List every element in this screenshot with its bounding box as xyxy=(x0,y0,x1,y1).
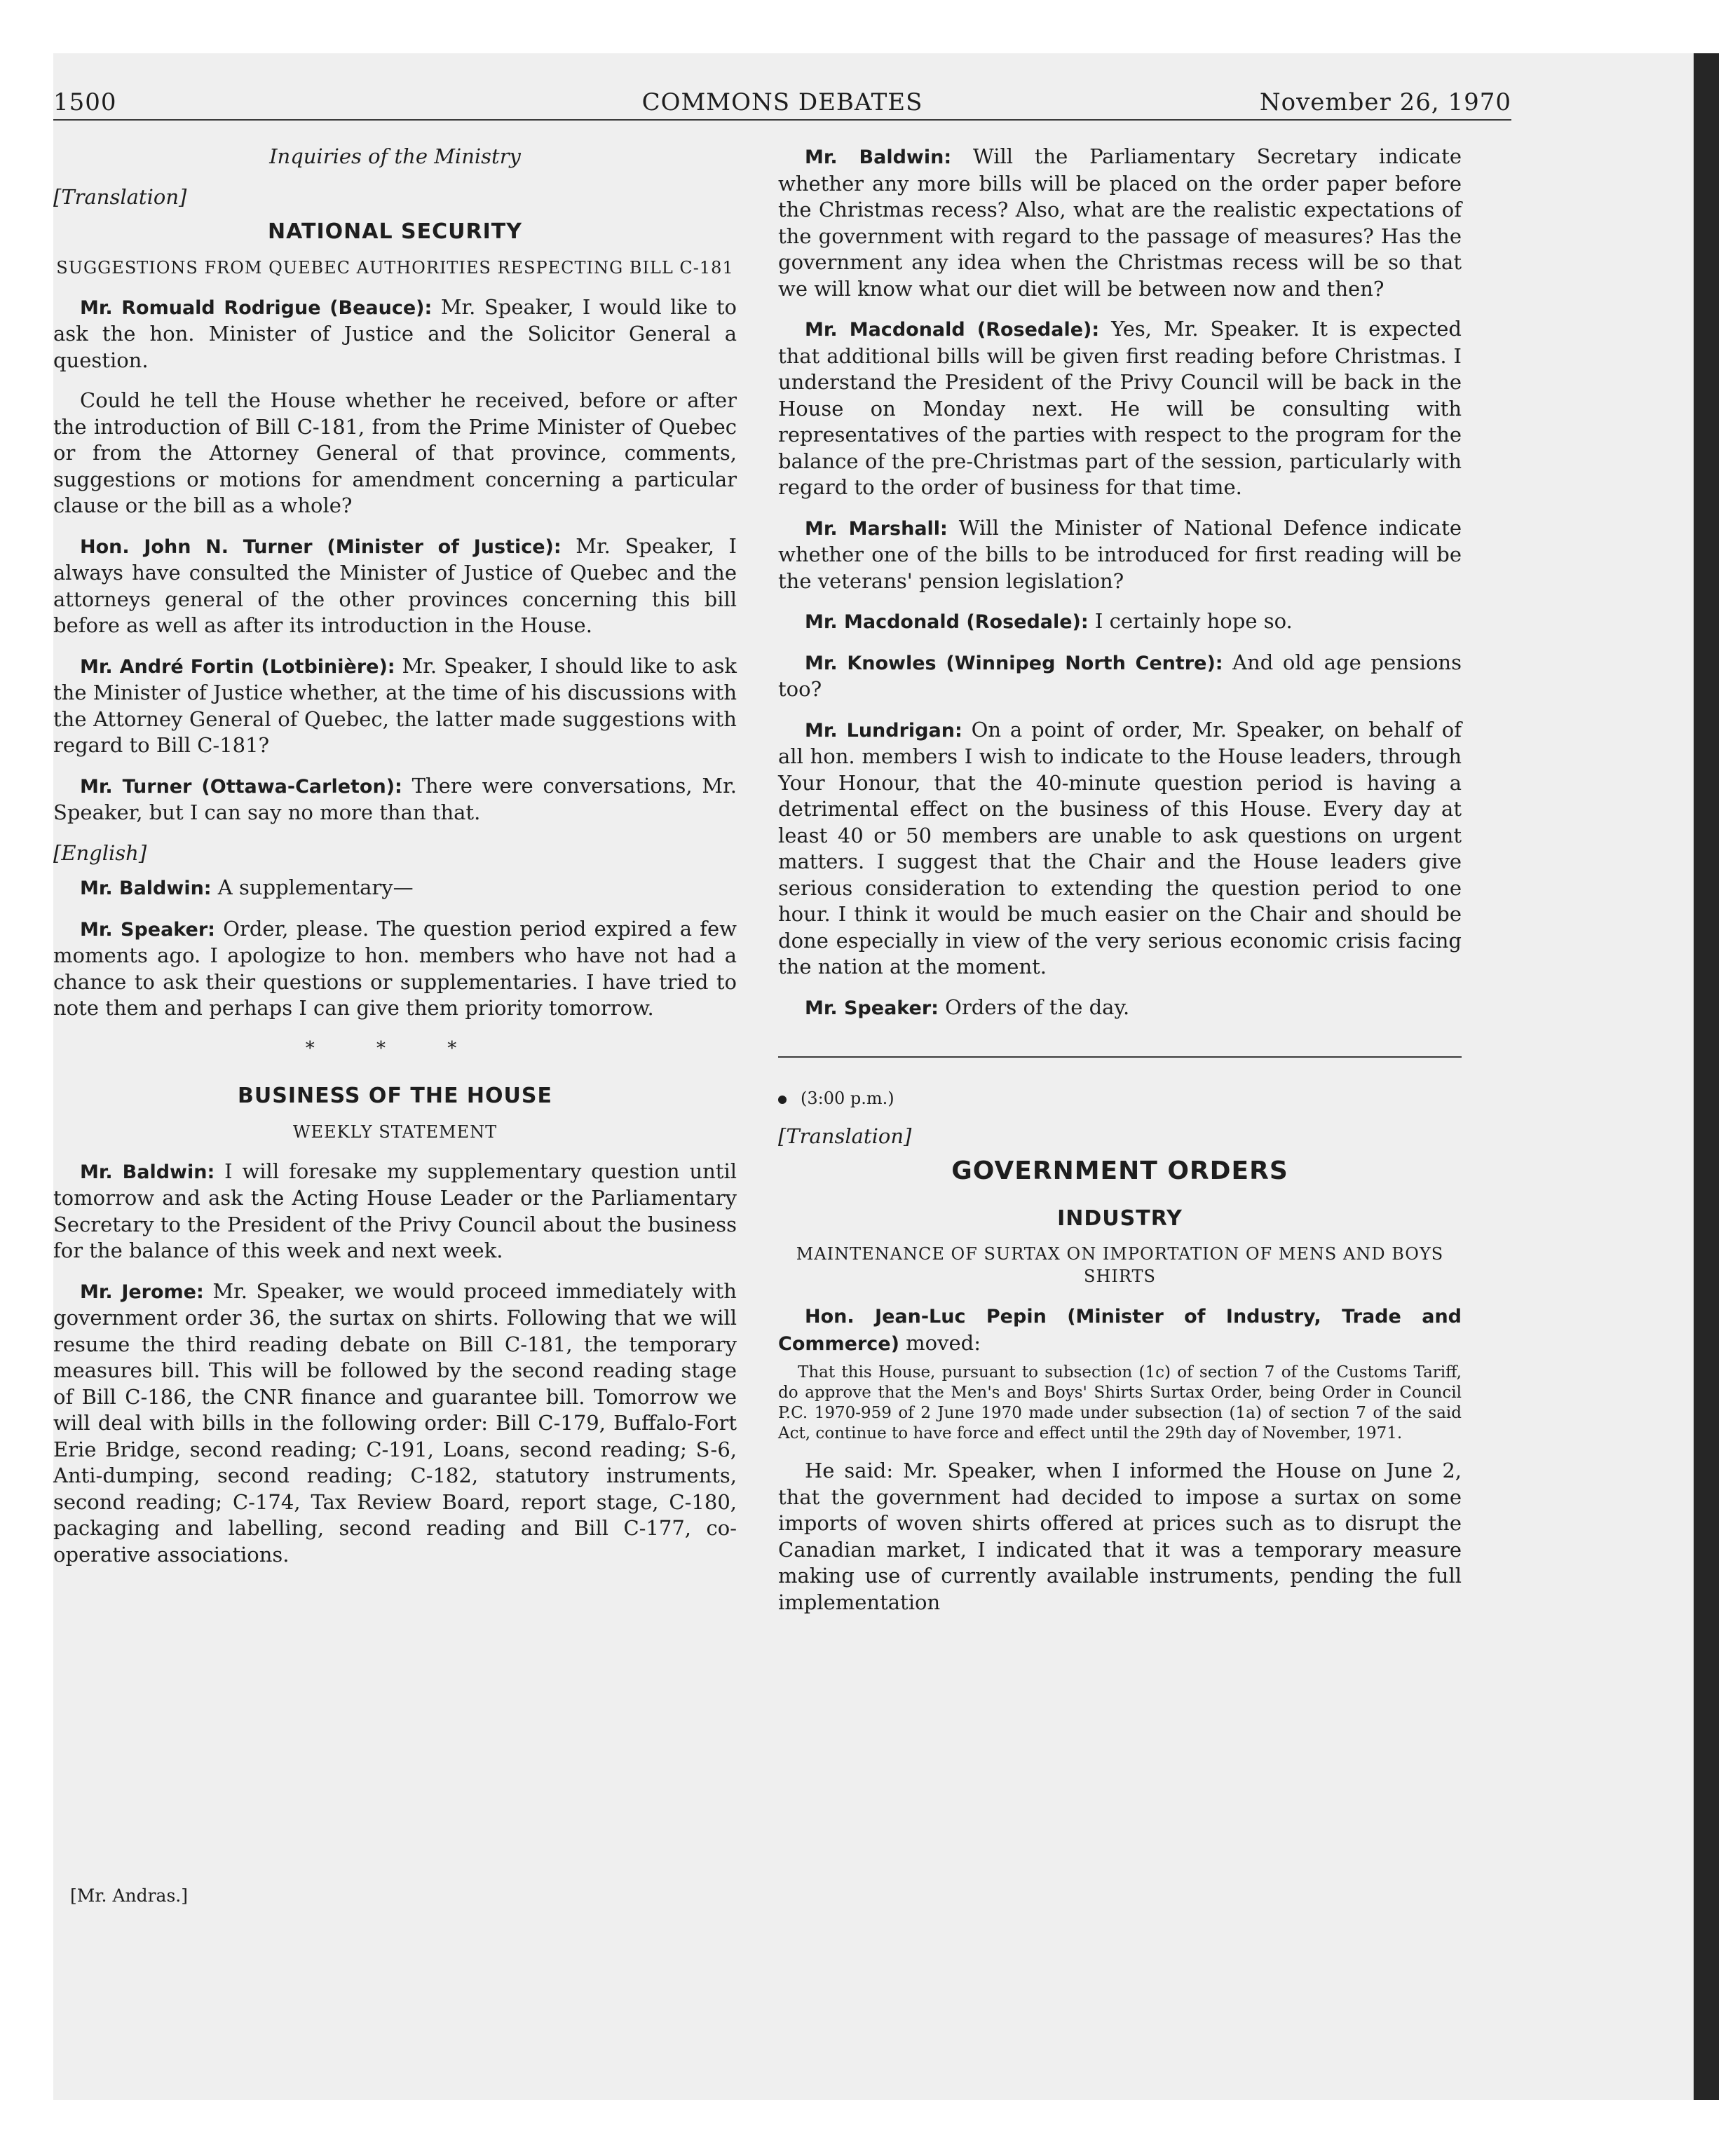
time-text: (3:00 p.m.) xyxy=(801,1089,894,1108)
scan-edge xyxy=(1694,53,1719,2100)
speaker-name: Mr. Baldwin: xyxy=(805,146,952,168)
speech-text: A supplementary— xyxy=(211,875,414,899)
motion-text: That this House, pursuant to subsection (1c) of section 7 of the Customs Tariff, do approve that the Men's and Boys' Shirts Surtax Order, being Order in Council P.C. 1970-959 of 2 June 1970 made under subsection (1a) of section 7 of the said Act, continue to have force and effect until the 29th day of November, 1971. xyxy=(778,1363,1462,1442)
speech-paragraph xyxy=(778,316,1462,501)
speech-paragraph xyxy=(53,653,737,759)
section-subtitle: MAINTENANCE OF SURTAX ON IMPORTATION OF MENS AND BOYS SHIRTS xyxy=(796,1244,1444,1286)
section-subtitle: WEEKLY STATEMENT xyxy=(292,1121,498,1142)
speech-paragraph xyxy=(53,1159,737,1264)
speaker-name: Mr. Speaker: xyxy=(80,918,215,941)
speech-paragraph xyxy=(53,916,737,1022)
speech-paragraph xyxy=(778,1303,1462,1357)
speaker-name: Mr. Lundrigan: xyxy=(805,719,962,742)
speech-text: Order, please. The question period expired a few moments ago. I apologize to hon. members who have not had a chance to ask their questions or supplementaries. I have tried to note them and perhaps I can give them priority tomorrow. xyxy=(53,916,737,1020)
speech-text: moved: xyxy=(899,1330,981,1355)
horizontal-rule xyxy=(778,1056,1462,1058)
speaker-name: Mr. Turner (Ottawa-Carleton): xyxy=(80,775,402,798)
time-marker xyxy=(778,1086,1462,1112)
speaker-name: Mr. Baldwin: xyxy=(80,878,212,899)
page-date: November 26, 1970 xyxy=(1259,88,1511,116)
speech-paragraph: He said: Mr. Speaker, when I informed the House on June 2, that the government had decided to impose a surtax on some imports of woven shirts offered at prices such as to disrupt the Canadian market, I indicated that it was a temporary measure making use of currently available instruments, pending the full implementation xyxy=(778,1459,1462,1614)
speaker-name: Mr. Baldwin: xyxy=(80,1161,215,1183)
speech-text: On a point of order, Mr. Speaker, on behalf of all hon. members I wish to indicate to the House leaders, through Your Honour, that the 40-minute question period is having a detrimental effect on the business of this House. Every day at least 40 or 50 members are unable to ask questions on urgent matters. I suggest that the Chair and the House leaders give serious consideration to extending the question period to one hour. I think it would be much easier on the Chair and should be done especially in view of the very serious economic crisis facing the nation at the moment. xyxy=(778,717,1462,978)
right-column xyxy=(778,144,1462,1630)
section-title-government-orders: GOVERNMENT ORDERS xyxy=(951,1157,1288,1185)
translation-tag: [Translation] xyxy=(53,184,187,209)
speech-paragraph xyxy=(53,294,737,374)
speech-paragraph xyxy=(778,650,1462,703)
speech-text: I will foresake my supplementary question until tomorrow and ask the Acting House Leader or the Parliamentary Secretary to the President of the Privy Council about the business for the balance of this week and next week. xyxy=(53,1159,737,1262)
speech-text: And old age pensions too? xyxy=(778,650,1462,701)
left-column xyxy=(53,144,737,1582)
speaker-name: Mr. André Fortin (Lotbinière): xyxy=(80,655,395,678)
speech-text: Mr. Speaker, I should like to ask the Minister of Justice whether, at the time of his discussions with the Attorney General of Quebec, the latter made suggestions with regard to Bill C-181? xyxy=(53,653,737,757)
speaker-name: Mr. Jerome: xyxy=(80,1281,204,1303)
speech-paragraph xyxy=(53,533,737,639)
speech-paragraph xyxy=(778,995,1462,1022)
speech-paragraph xyxy=(778,717,1462,981)
speaker-name: Mr. Marshall: xyxy=(805,517,948,540)
speech-text: Mr. Speaker, I always have consulted the Minister of Justice of Quebec and the attorneys general of the other provinces concerning this bill before as well as after its introduction in the House. xyxy=(53,533,737,637)
speaker-name: Mr. Speaker: xyxy=(805,997,939,1019)
speaker-name: Mr. Romuald Rodrigue (Beauce): xyxy=(80,296,433,319)
top-heading: Inquiries of the Ministry xyxy=(269,144,521,168)
speech-text: Mr. Speaker, we would proceed immediately with government order 36, the surtax on shirts. Following that we will resume the third reading debate on Bill C-181, the temporary measures bill. This will be followed by the second reading stage of Bill C-186, the CNR finance and guarantee bill. Tomorrow we will deal with bills in the following order: Bill C-179, Buffalo-Fort Erie Bridge, second reading; C-191, Loans, second reading; S-6, Anti-dumping, second reading; C-182, statutory instruments, second reading; C-174, Tax Review Board, report stage, C-180, packaging and labelling, second reading and Bill C-177, co-operative associations. xyxy=(53,1278,737,1567)
speech-paragraph xyxy=(53,773,737,826)
translation-tag: [Translation] xyxy=(778,1124,912,1148)
speech-paragraph xyxy=(53,1278,737,1569)
speech-paragraph: Could he tell the House whether he received, before or after the introduction of Bill C-181, from the Prime Minister of Quebec or from the Attorney General of that province, comments, suggestions or motions for amendment concerning a particular clause or the bill as a whole? xyxy=(53,388,737,517)
speech-paragraph xyxy=(778,608,1462,636)
publication-title: COMMONS DEBATES xyxy=(641,88,923,116)
page-number: 1500 xyxy=(53,88,117,116)
section-separator: * * * xyxy=(305,1037,485,1059)
speaker-name: Mr. Macdonald (Rosedale): xyxy=(805,319,1100,341)
speech-paragraph xyxy=(53,875,737,902)
speech-text: I certainly hope so. xyxy=(1088,609,1293,633)
bullet-icon xyxy=(778,1096,787,1104)
footnote: [Mr. Andras.] xyxy=(70,1885,188,1906)
speech-text: Will the Minister of National Defence indicate whether one of the bills to be introduced for first reading will be the veterans' pension legislation? xyxy=(778,515,1462,593)
speaker-name: Hon. John N. Turner (Minister of Justice): xyxy=(80,535,562,558)
speech-text: Mr. Speaker, I would like to ask the hon. Minister of Justice and the Solicitor General a question. xyxy=(53,294,737,372)
speech-text: There were conversations, Mr. Speaker, but I can say no more than that. xyxy=(53,773,737,824)
speaker-name: Mr. Macdonald (Rosedale): xyxy=(805,611,1089,633)
speaker-name: Mr. Knowles (Winnipeg North Centre): xyxy=(805,652,1223,674)
speaker-name: Hon. Jean-Luc Pepin (Minister of Industry, Trade and Commerce) xyxy=(778,1306,1462,1355)
section-title-business: BUSINESS OF THE HOUSE xyxy=(238,1084,552,1108)
section-title-national-security: NATIONAL SECURITY xyxy=(268,219,522,244)
speech-text: Orders of the day. xyxy=(938,995,1130,1019)
section-title-industry: INDUSTRY xyxy=(1057,1206,1183,1231)
running-head xyxy=(53,84,1511,121)
speech-paragraph xyxy=(778,144,1462,302)
english-tag: [English] xyxy=(53,840,147,865)
speech-text: Will the Parliamentary Secretary indicate whether any more bills will be placed on the order paper before the Christmas recess? Also, what are the realistic expectations of the government with regard to the passage of measures? Has the government any idea when the Christmas recess will be so that we will know what our diet will be between now and then? xyxy=(778,144,1462,301)
speech-paragraph xyxy=(778,515,1462,595)
section-subtitle: SUGGESTIONS FROM QUEBEC AUTHORITIES RESPECTING BILL C-181 xyxy=(56,257,734,278)
speech-text: Yes, Mr. Speaker. It is expected that additional bills will be given first reading before Christmas. I understand the President of the Privy Council will be back in the House on Monday next. He will be consulting with representatives of the parties with respect to the program for the balance of the pre-Christmas part of the session, particularly with regard to the order of business for that time. xyxy=(778,317,1462,499)
